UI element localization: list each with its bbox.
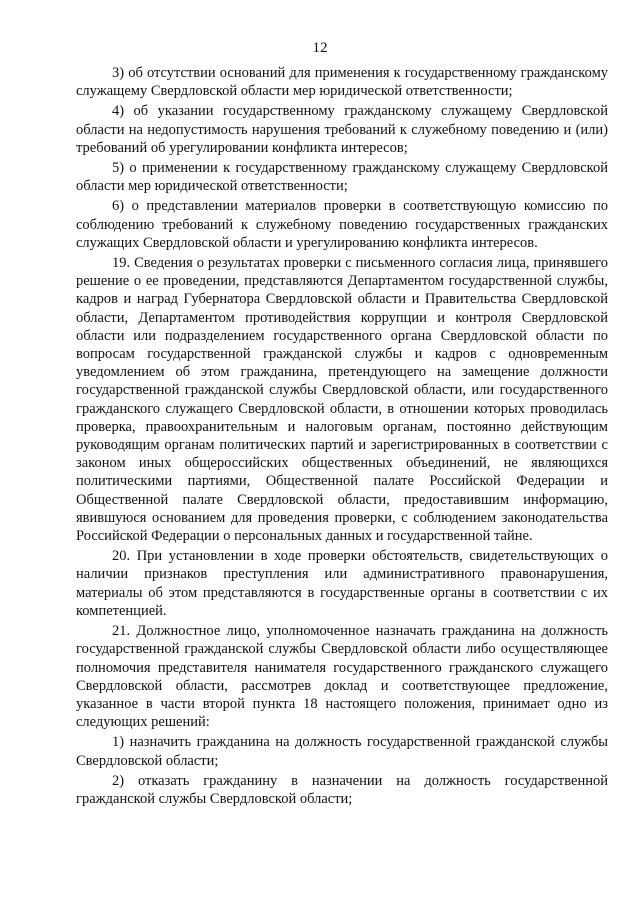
paragraph-decision-1: 1) назначить гражданина на должность государственной гражданской службы Свердловской области; [76,734,608,769]
paragraph-section-20: 20. При установлении в ходе проверки обстоятельств, свидетельствующих о наличии признаков преступления или административного правонарушения, материалы об этом представляются в государственные органы в соответствии с их компетенцией. [76,548,608,619]
paragraph-item-3: 3) об отсутствии оснований для применения к государственному гражданскому служащему Свердловской области мер юридической ответственности; [76,65,608,100]
page-number: 12 [312,40,328,56]
document-body [76,64,608,808]
paragraph-section-19: 19. Сведения о результатах проверки с письменного согласия лица, принявшего решение о ее проведении, представляются Департаментом государственной службы, кадров и наград Губернатора Свердловской области и Правительства Свердловской области, Департаментом противодействия коррупции и контроля Свердловской области или подразделением государственного органа Свердловской области по вопросам государственной гражданской службы и кадров с одновременным уведомлением об этом гражданина, претендующего на замещение должности государственной гражданской службы Свердловской области, или государственного гражданского служащего Свердловской области, в отношении которых проводилась проверка, правоохранительным и налоговым органам, постоянно действующим руководящим органам политических партий и зарегистрированных в соответствии с законом иных общероссийских общественных объединений, не являющихся политическими партиями, Общественной палате Российской Федерации и Общественной палате Свердловской области, предоставившим информацию, явившуюся основанием для проведения проверки, с соблюдением законодательства Российской Федерации о персональных данных и государственной тайне. [76,255,608,545]
paragraph-item-6: 6) о представлении материалов проверки в соответствующую комиссию по соблюдению требований к служебному поведению государственных гражданских служащих Свердловской области и урегулированию конфликта интересов. [76,198,608,251]
paragraph-section-21: 21. Должностное лицо, уполномоченное назначать гражданина на должность государственной гражданской службы Свердловской области либо осуществляющее полномочия представителя нанимателя государственного гражданского служащего Свердловской области, рассмотрев доклад и соответствующее предложение, указанное в части второй пункта 18 настоящего положения, принимает одно из следующих решений: [76,623,608,731]
paragraph-decision-2: 2) отказать гражданину в назначении на должность государственной гражданской службы Свердловской области; [76,772,608,807]
paragraph-item-4: 4) об указании государственному гражданскому служащему Свердловской области на недопустимость нарушения требований к служебному поведению и (или) требований об урегулировании конфликта интересов; [76,103,608,156]
paragraph-item-5: 5) о применении к государственному гражданскому служащему Свердловской области мер юридической ответственности; [76,160,608,195]
